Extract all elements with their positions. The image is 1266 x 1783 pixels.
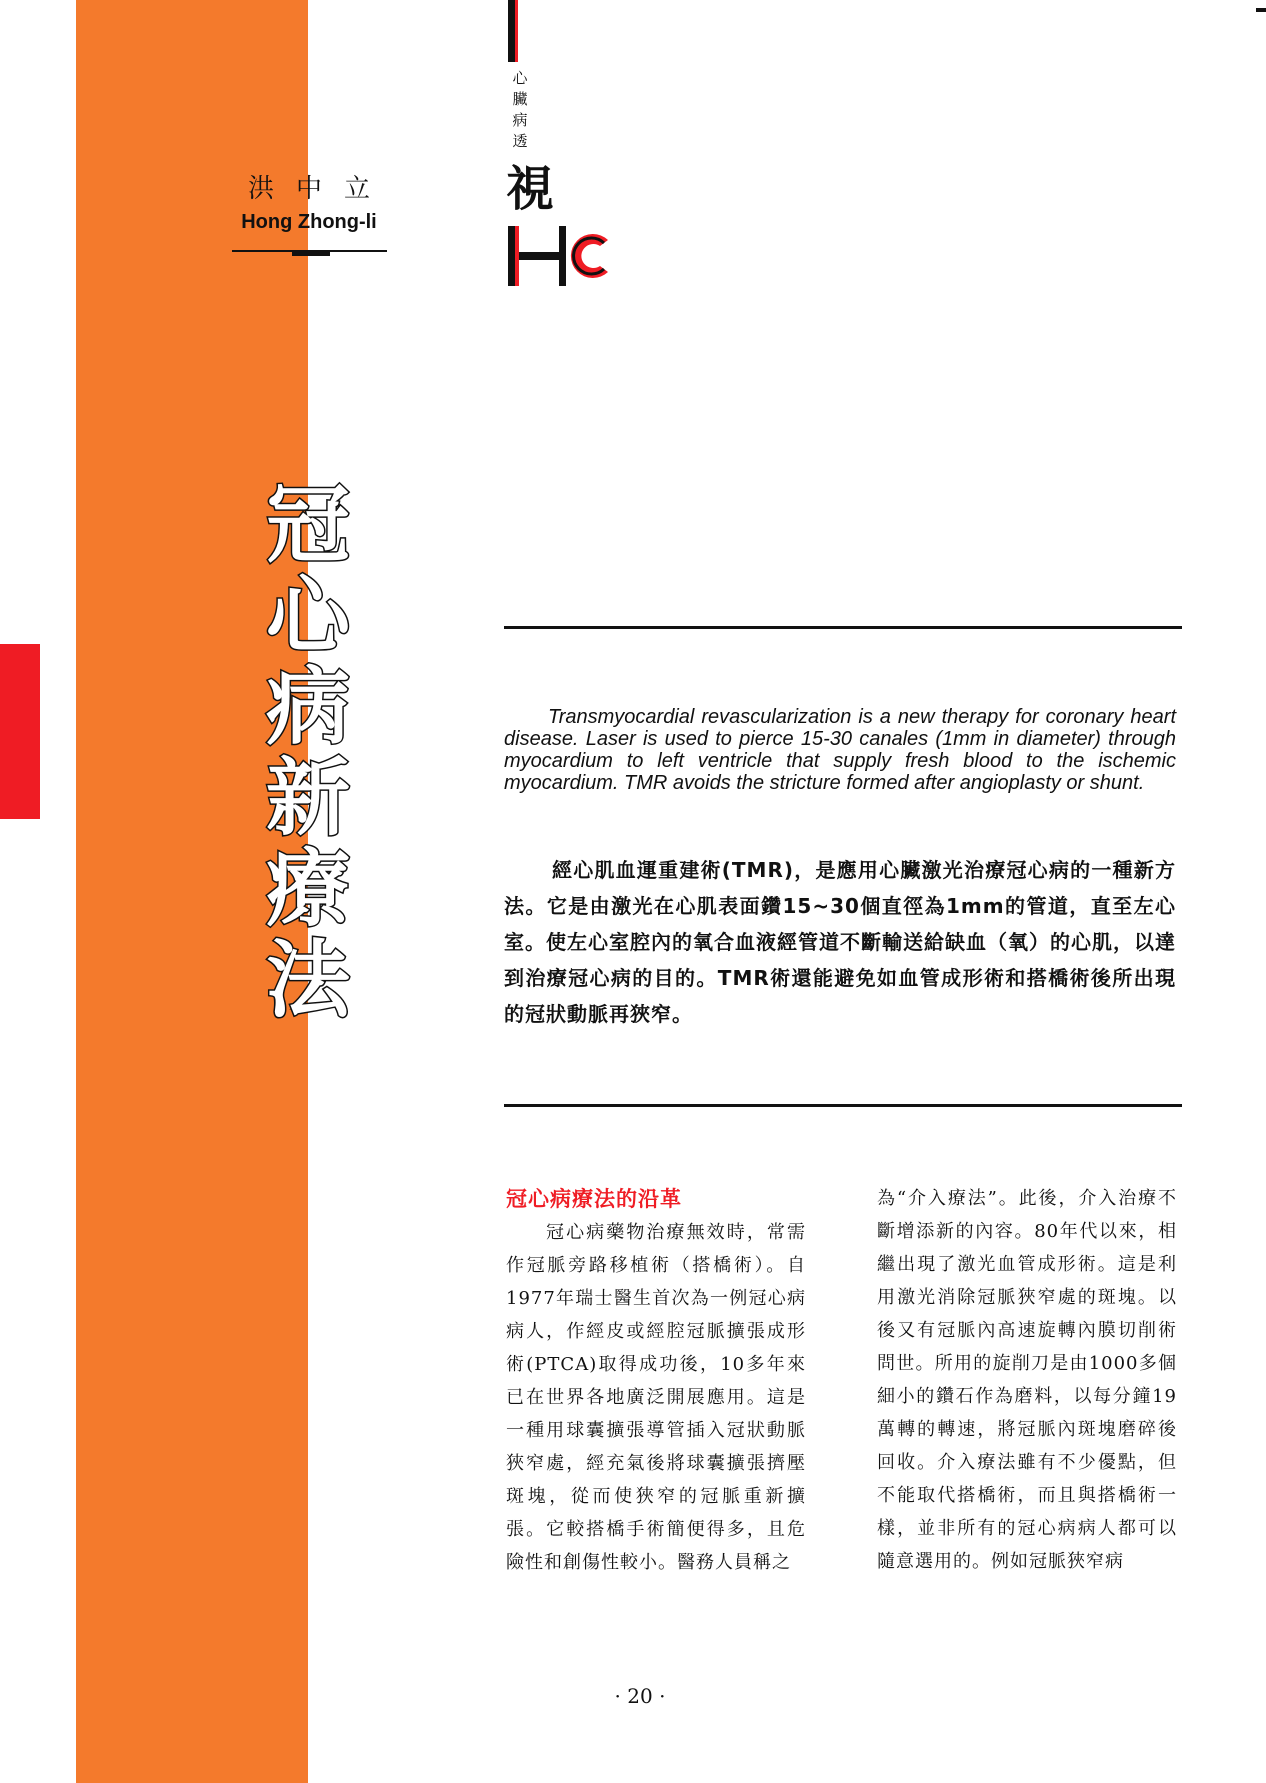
column-logo-char: 心 xyxy=(512,69,528,87)
body-column-left xyxy=(506,1182,806,1579)
section-heading: 冠心病療法的沿革 xyxy=(506,1187,682,1211)
page-number: · 20 · xyxy=(614,1684,666,1708)
body-paragraph: 為“介入療法”。此後，介入治療不斷增添新的內容。80年代以來，相繼出現了激光血管成形術。這是利用激光消除冠脈狹窄處的斑塊。以後又有冠脈內高速旋轉內膜切削術問世。所用的旋削刀是由1000多個細小的鑽石作為磨料，以每分鐘19萬轉的轉速，將冠脈內斑塊磨碎後回收。介入療法雖有不少優點，但不能取代搭橋術，而且與搭橋術一樣，並非所有的冠心病病人都可以隨意選用的。例如冠脈狹窄病 xyxy=(877,1188,1177,1572)
body-column-right xyxy=(877,1182,1177,1578)
body-paragraph: 冠心病藥物治療無效時，常需作冠脈旁路移植術（搭橋術）。自1977年瑞士醫生首次為一例冠心病病人，作經皮或經腔冠脈擴張成形術(PTCA)取得成功後，10多年來已在世界各地廣泛開展應用。這是一種用球囊擴張導管插入冠狀動脈狹窄處，經充氣後將球囊擴張擠壓斑塊，從而使狹窄的冠脈重新擴張。它較搭橋手術簡便得多，且危險性和創傷性較小。醫務人員稱之 xyxy=(506,1222,806,1573)
abstract-top-rule xyxy=(504,626,1182,629)
title-char: 新 xyxy=(265,749,350,847)
column-logo-char: 臟 xyxy=(512,90,528,108)
title-char: 心 xyxy=(265,567,350,665)
title-char: 療 xyxy=(265,840,350,938)
author-name-en: Hong Zhong-li xyxy=(241,211,377,233)
vertical-title xyxy=(262,476,354,1029)
abstract-bottom-rule xyxy=(504,1104,1182,1107)
red-edge-tab xyxy=(0,644,40,819)
column-logo-big-char: 視 xyxy=(506,161,555,217)
column-logo-char: 透 xyxy=(512,132,528,150)
title-char: 法 xyxy=(265,931,350,1029)
title-char: 冠 xyxy=(265,476,350,574)
column-logo-char: 病 xyxy=(512,111,528,129)
author-rule-accent xyxy=(292,250,330,256)
corner-mark xyxy=(1256,8,1266,12)
logo-bar-accent xyxy=(515,0,518,62)
author-block xyxy=(234,168,392,234)
abstract-english: Transmyocardial revascularization is a new therapy for coronary heart disease. Laser is used to pierce 15-30 canales (1mm in diameter) through myocardium to left ventricle that supply fresh blood to the ischemic myocardium. TMR avoids the stricture formed after angioplasty or shunt. xyxy=(504,706,1176,794)
logo-bar xyxy=(508,0,515,62)
author-name-cn: 洪中立 xyxy=(247,174,392,204)
column-logo-text xyxy=(508,68,532,152)
abstract-chinese: 經心肌血運重建術(TMR)，是應用心臟激光治療冠心病的一種新方法。它是由激光在心肌表面鑽15~30個直徑為1mm的管道，直至左心室。使左心室腔內的氧合血液經管道不斷輸送給缺血（氧）的心肌，以達到治療冠心病的目的。TMR術還能避免如血管成形術和搭橋術後所出現的冠狀動脈再狹窄。 xyxy=(504,858,1176,1026)
hc-logo-icon xyxy=(508,226,618,286)
title-char: 病 xyxy=(265,658,350,756)
